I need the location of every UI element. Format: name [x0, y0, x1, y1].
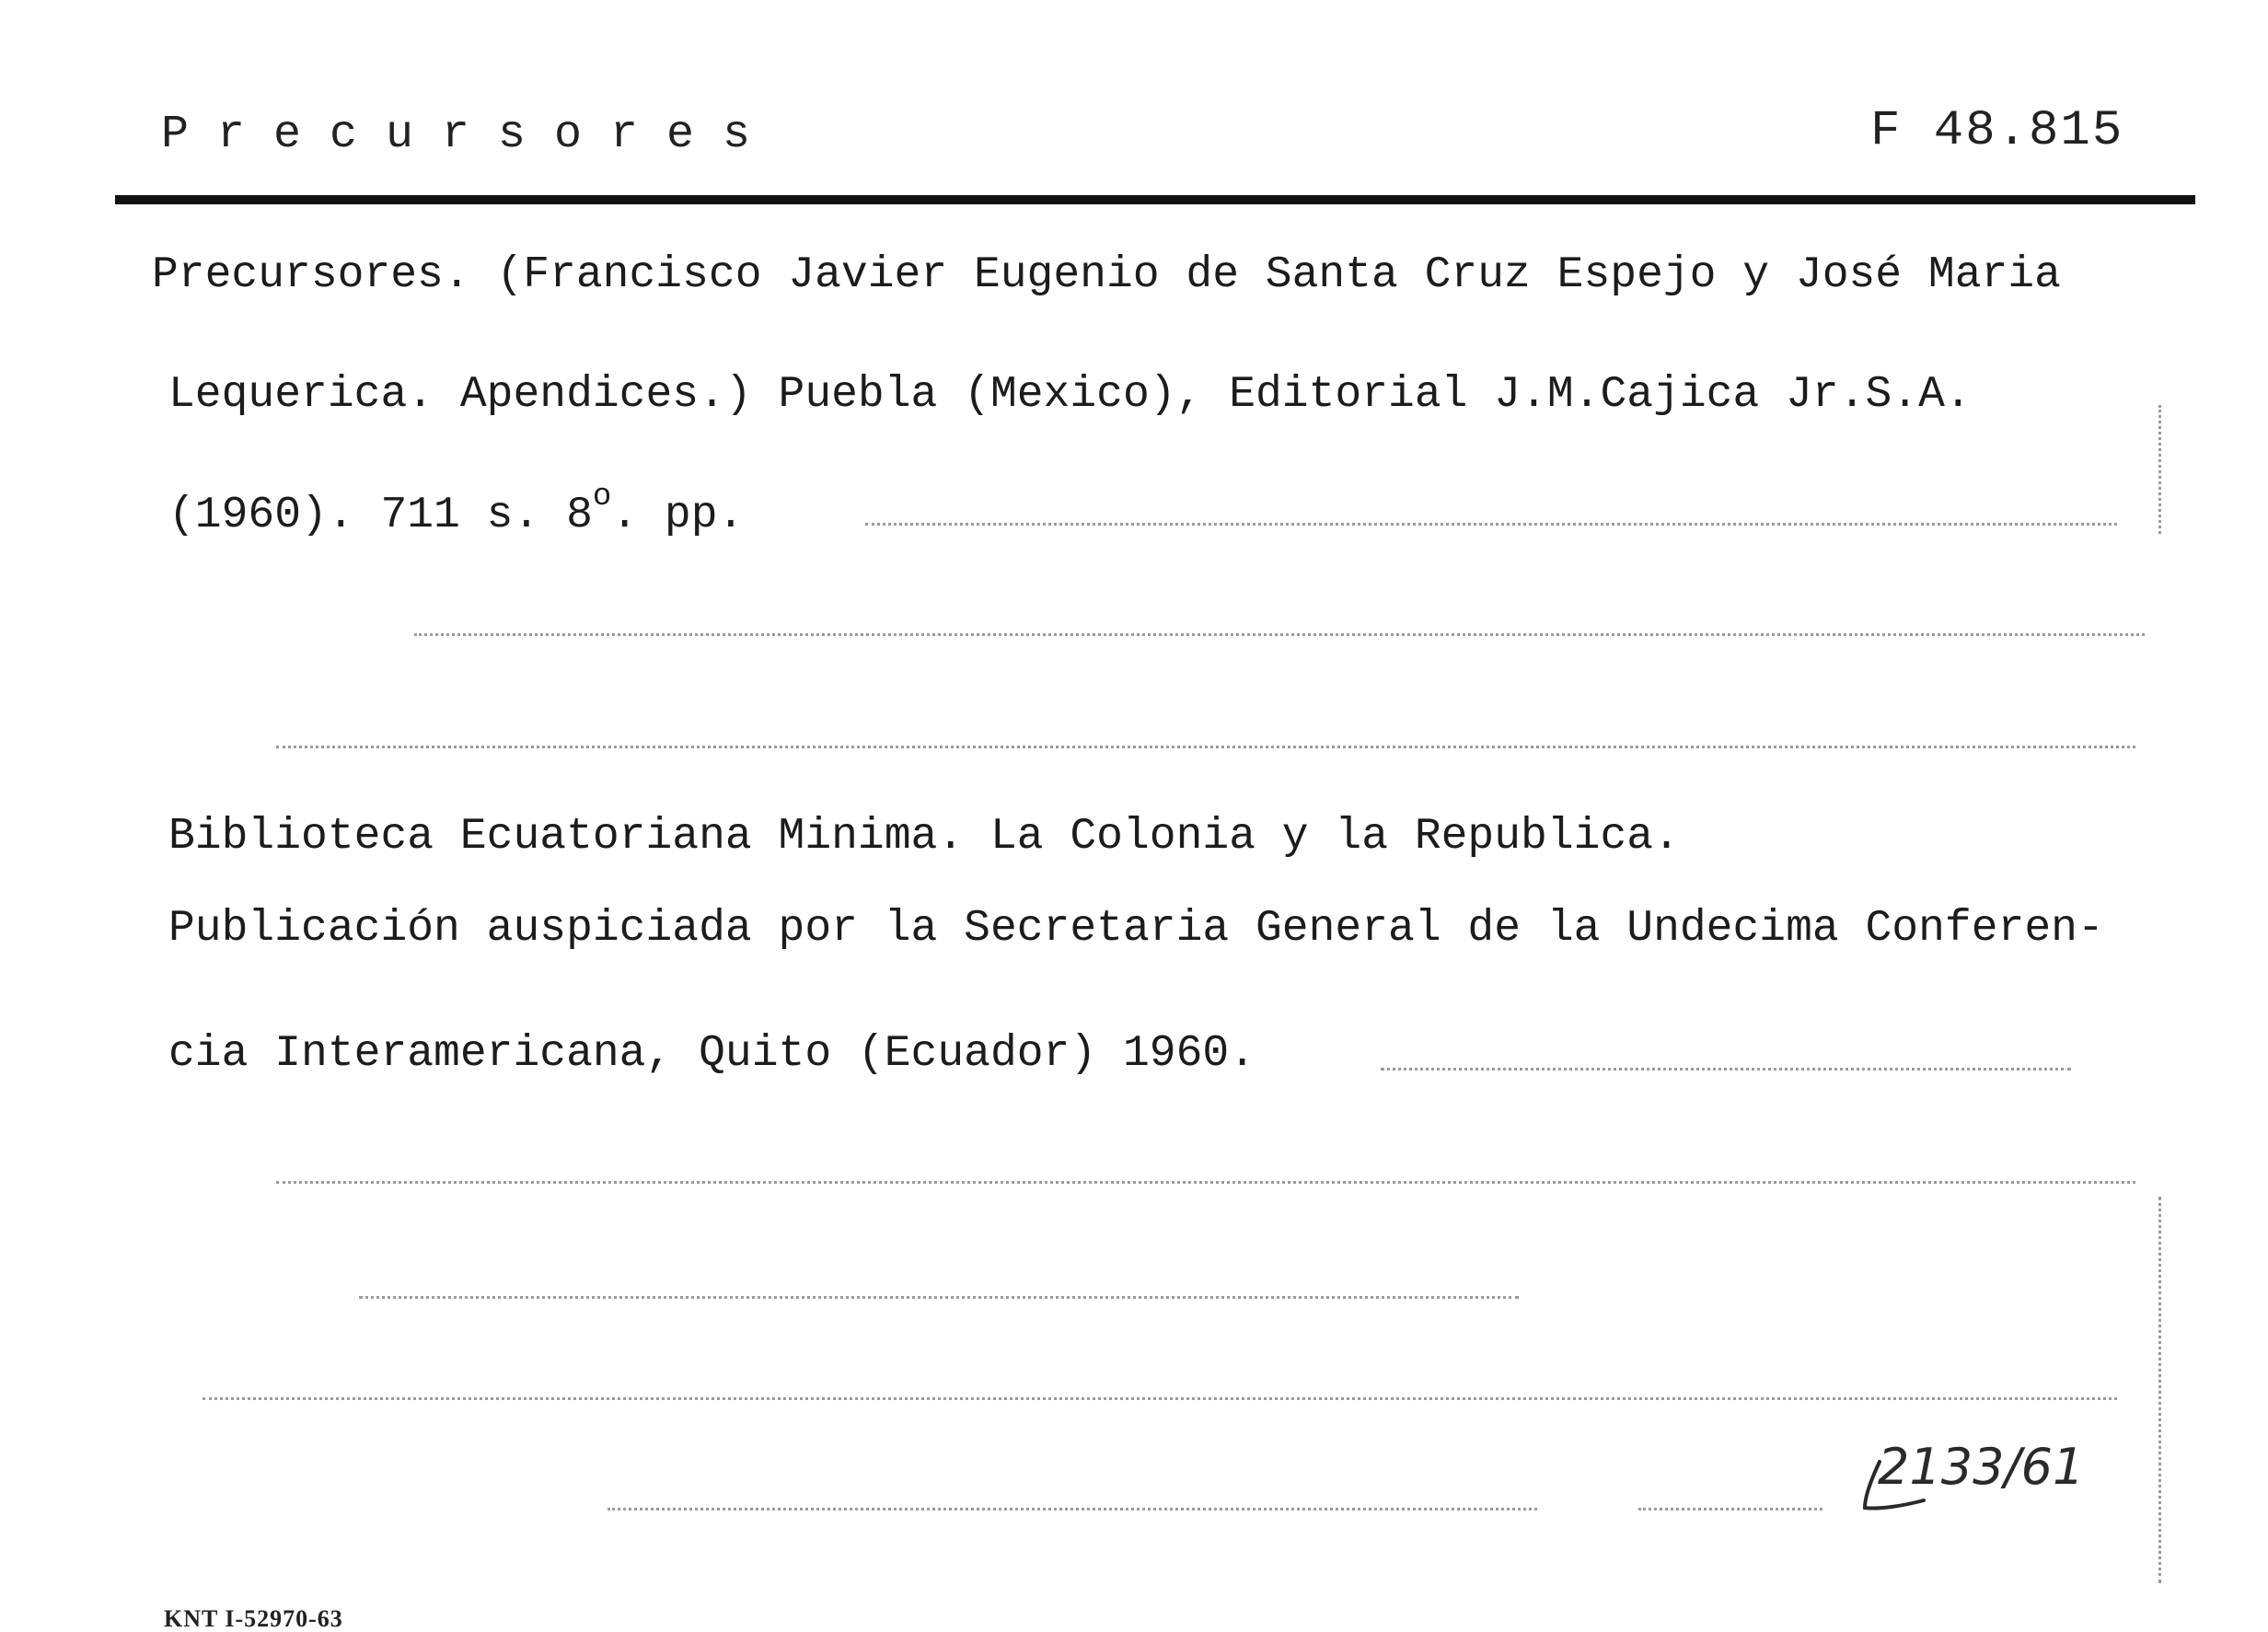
footer-code: KNT I-52970-63 [164, 1605, 343, 1632]
dotted-margin-line [2158, 1197, 2161, 1583]
card-heading: Precursores [161, 109, 780, 161]
dotted-guide-line [359, 1296, 1519, 1299]
entry-line-3 [168, 480, 745, 540]
degree-superscript: o [592, 480, 612, 515]
handwritten-accession-number: 2133/61 [1878, 1438, 2085, 1496]
dotted-guide-line [865, 523, 2117, 526]
entry-line-1: Precursores. (Francisco Javier Eugenio de Santa Cruz Espejo y José Maria [152, 250, 2061, 300]
entry-line-2: Lequerica. Apendices.) Puebla (Mexico), Editorial J.M.Cajica Jr.S.A. [168, 370, 1972, 420]
dotted-guide-line [608, 1508, 1537, 1510]
dotted-guide-line [202, 1397, 2117, 1400]
entry-line-3-prefix: (1960). 711 s. 8 [168, 491, 593, 540]
dotted-guide-line [276, 746, 2135, 748]
dotted-guide-line [1381, 1068, 2071, 1071]
call-number: F 48.815 [1870, 103, 2124, 159]
dotted-margin-line [2158, 405, 2161, 534]
dotted-guide-line [276, 1181, 2135, 1184]
note-line-2: Publicación auspiciada por la Secretaria General de la Undecima Conferen- [168, 904, 2104, 954]
note-line-3: cia Interamericana, Quito (Ecuador) 1960. [168, 1029, 1256, 1079]
entry-line-3-suffix: . pp. [611, 491, 745, 540]
note-line-1: Biblioteca Ecuatoriana Minima. La Colonia y la Republica. [168, 812, 1680, 862]
dotted-guide-line [414, 633, 2145, 636]
heading-rule [115, 195, 2195, 204]
dotted-guide-line [1638, 1508, 1822, 1510]
